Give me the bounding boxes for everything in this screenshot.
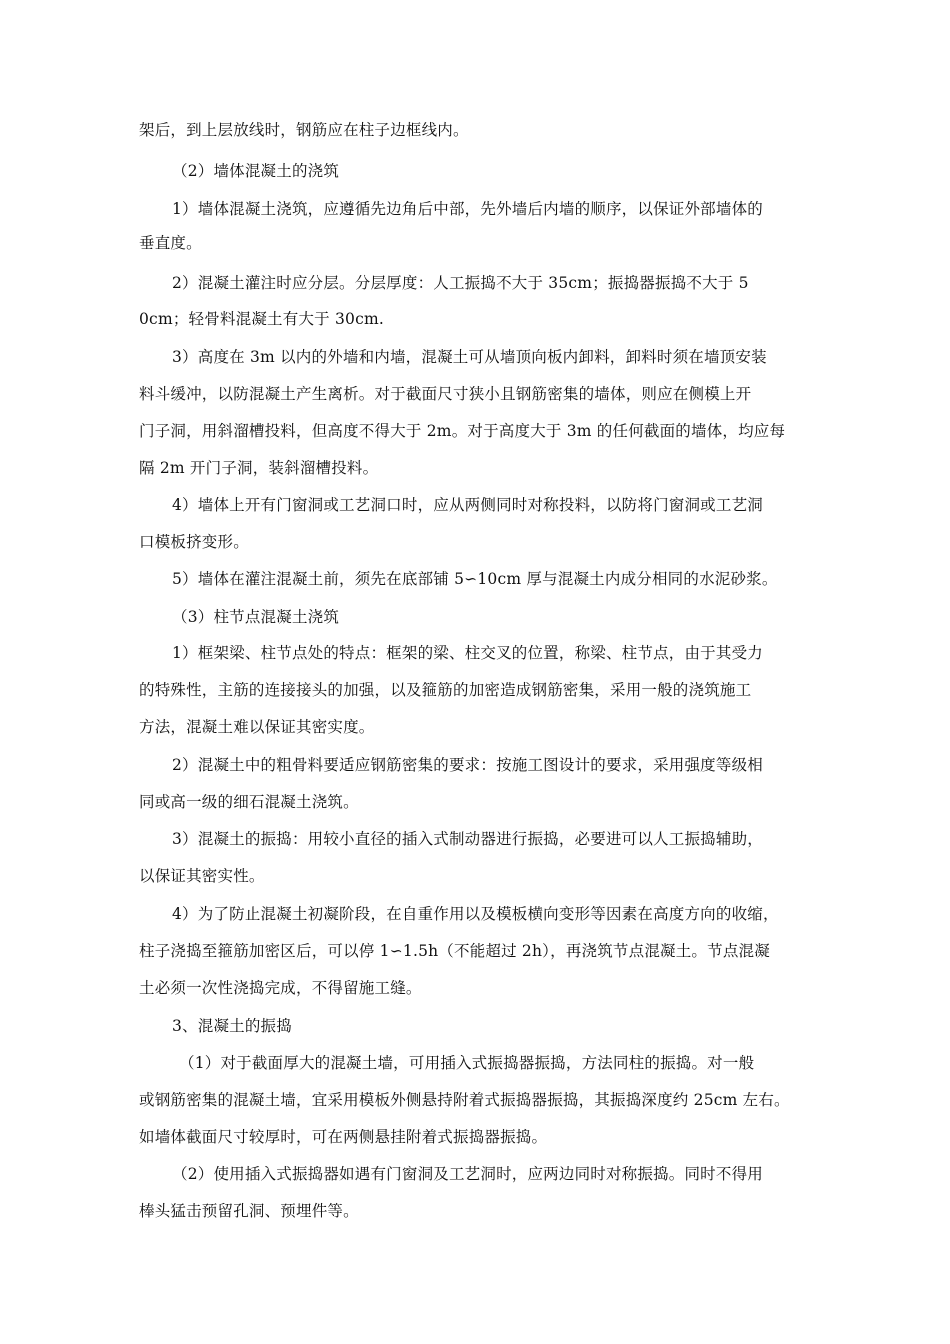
paragraph-line: 如墙体截面尺寸较厚时，可在两侧悬挂附着式振捣器振捣。 <box>139 1128 548 1146</box>
section-heading: 3、混凝土的振捣 <box>172 1017 292 1035</box>
paragraph-line: 隔 2m 开门子洞，装斜溜槽投料。 <box>139 459 379 477</box>
paragraph-line: 以保证其密实性。 <box>139 867 265 885</box>
paragraph-line: 门子洞，用斜溜槽投料，但高度不得大于 2m。对于高度大于 3m 的任何截面的墙体，均应每 <box>139 422 786 440</box>
paragraph-line: 口模板挤变形。 <box>139 533 249 551</box>
paragraph-line: 2）混凝土灌注时应分层。分层厚度：人工振捣不大于 35cm；振捣器振捣不大于 5 <box>172 274 749 292</box>
paragraph-line: 柱子浇捣至箍筋加密区后，可以停 1∽1.5h（不能超过 2h），再浇筑节点混凝土。节点混凝 <box>139 942 770 960</box>
paragraph-line: 土必须一次性浇捣完成，不得留施工缝。 <box>139 979 422 997</box>
paragraph-line: （1）对于截面厚大的混凝土墙，可用插入式振捣器振捣，方法同柱的振捣。对一般 <box>179 1054 755 1072</box>
text-line: 架后，到上层放线时，钢筋应在柱子边框线内。 <box>139 121 469 139</box>
paragraph-line: 同或高一级的细石混凝土浇筑。 <box>139 793 359 811</box>
paragraph-line: 5）墙体在灌注混凝土前，须先在底部铺 5∽10cm 厚与混凝土内成分相同的水泥砂浆。 <box>172 570 778 588</box>
paragraph-line: 方法，混凝土难以保证其密实度。 <box>139 718 375 736</box>
paragraph-line: 料斗缓冲，以防混凝土产生离析。对于截面尺寸狭小且钢筋密集的墙体，则应在侧模上开 <box>139 385 752 403</box>
paragraph-line: 0cm；轻骨料混凝土有大于 30cm. <box>139 310 384 328</box>
paragraph-line: （2）使用插入式振捣器如遇有门窗洞及工艺洞时，应两边同时对称振捣。同时不得用 <box>172 1165 763 1183</box>
paragraph-line: 3）混凝土的振捣：用较小直径的插入式制动器进行振捣，必要进可以人工振捣辅助， <box>172 830 763 848</box>
paragraph-line: 垂直度。 <box>139 234 202 252</box>
paragraph-line: 1）墙体混凝土浇筑，应遵循先边角后中部，先外墙后内墙的顺序，以保证外部墙体的 <box>172 200 763 218</box>
paragraph-line: 1）框架梁、柱节点处的特点：框架的梁、柱交叉的位置，称梁、柱节点，由于其受力 <box>172 644 763 662</box>
paragraph-line: 或钢筋密集的混凝土墙，宜采用模板外侧悬持附着式振捣器振捣，其振捣深度约 25cm 左右。 <box>139 1091 790 1109</box>
paragraph-line: 2）混凝土中的粗骨料要适应钢筋密集的要求：按施工图设计的要求，采用强度等级相 <box>172 756 763 774</box>
section-heading: （3）柱节点混凝土浇筑 <box>172 608 340 626</box>
paragraph-line: 的特殊性，主筋的连接接头的加强，以及箍筋的加密造成钢筋密集，采用一般的浇筑施工 <box>139 681 752 699</box>
paragraph-line: 4）为了防止混凝土初凝阶段，在自重作用以及模板横向变形等因素在高度方向的收缩， <box>172 905 779 923</box>
paragraph-line: 4）墙体上开有门窗洞或工艺洞口时，应从两侧同时对称投料，以防将门窗洞或工艺洞 <box>172 496 763 514</box>
paragraph-line: 棒头猛击预留孔洞、预埋件等。 <box>139 1202 359 1220</box>
section-heading: （2）墙体混凝土的浇筑 <box>172 162 340 180</box>
paragraph-line: 3）高度在 3m 以内的外墙和内墙，混凝土可从墙顶向板内卸料，卸料时须在墙顶安装 <box>172 348 767 366</box>
